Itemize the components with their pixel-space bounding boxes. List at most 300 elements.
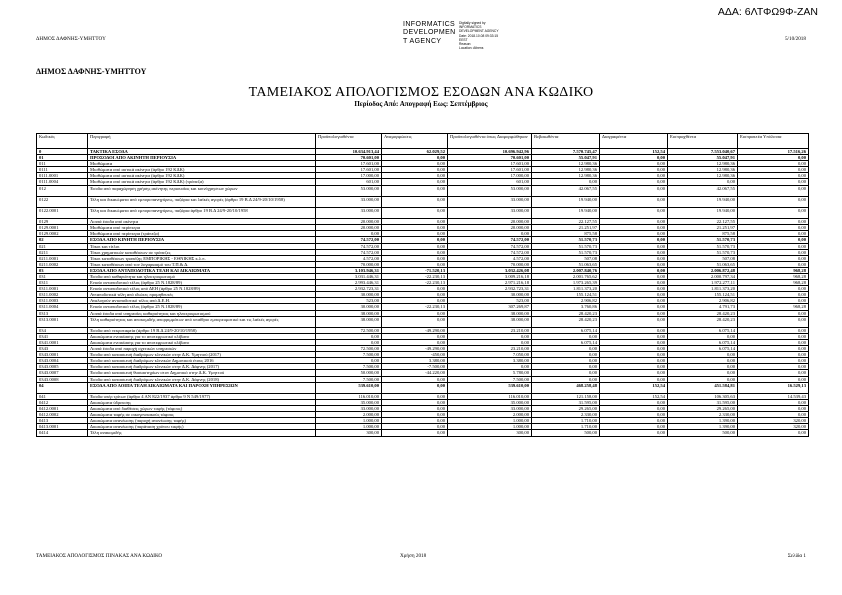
cell-budgeted: 2.000,00 [316, 412, 382, 418]
cell-description: Τέλη και δικαιώματα από εμποροπανηγύρεις, παζάρια και λαϊκές αγορές (άρθρο 19 Β.Δ 24/9-20/10/1958) [88, 196, 316, 207]
cell-certified: 0,00 [532, 179, 600, 185]
table-row [37, 196, 809, 207]
cell-budgeted: 2.993.446,31 [316, 280, 382, 286]
cell-adjusted-budget: 74.572,00 [448, 237, 532, 243]
cell-outstanding: 320,00 [738, 424, 809, 430]
cell-description: Έσοδα από κατασκευή διαδρόμων κλινικών Δημοτικού έτους 2016 [88, 358, 316, 364]
cell-code: 0111.0004 [37, 179, 88, 185]
cell-outstanding: 0,00 [738, 161, 809, 167]
cell-collected: 1.390,00 [668, 424, 738, 430]
cell-adjusted-budget: 33.000,00 [448, 196, 532, 207]
cell-description: Τέλη ανακομιδής [88, 430, 316, 436]
cell-collected: 875,58 [668, 231, 738, 237]
cell-collected: 2.330,00 [668, 412, 738, 418]
cell-written-off: 0,00 [600, 286, 668, 292]
cell-certified: 500,00 [532, 430, 600, 436]
cell-written-off: 0,00 [600, 237, 668, 243]
cell-collected: 507,08 [668, 255, 738, 261]
cell-description: Ενιαίο ανταποδοτικό τέλος (άρθρο 25 Ν.1828/89) [88, 304, 316, 310]
column-header: Διαγραφέντα [600, 134, 668, 149]
cell-certified: 28.420,23 [532, 310, 600, 316]
cell-written-off: 0,00 [600, 196, 668, 207]
cell-adjusted-budget: 7.500,00 [448, 376, 532, 382]
cell-adjustments: 0,00 [382, 249, 448, 255]
cell-certified: 12.980,36 [532, 167, 600, 173]
cell-budgeted: 3.103.946,31 [316, 267, 382, 273]
cell-outstanding: 0,00 [738, 225, 809, 231]
cell-certified: 875,58 [532, 231, 600, 237]
cell-adjustments: -22.230,13 [382, 304, 448, 310]
table-row [37, 382, 809, 393]
column-header: Αναμορφώσεις [382, 134, 448, 149]
cell-adjustments: 0,00 [382, 179, 448, 185]
cell-description: Δικαιώματα ανανέωσης (παράταση χρόνου ταφής) [88, 424, 316, 430]
cell-outstanding: 0,00 [738, 292, 809, 298]
cell-certified: 0,00 [532, 376, 600, 382]
cell-adjustments: 0,00 [382, 424, 448, 430]
cell-description: Τόκοι καταθέσεων από τον λογαριασμό του Τ.Π.& Δ. [88, 261, 316, 267]
signature-detail: Location: Athens [459, 46, 484, 51]
cell-description: Δικαιώματα ενοικίασης για το αποτεφρωτικό κλίβανο [88, 340, 316, 346]
cell-certified: 0,00 [532, 364, 600, 370]
cell-budgeted: 4.572,00 [316, 255, 382, 261]
cell-adjusted-budget: 2.932.723,31 [448, 286, 532, 292]
cell-code: 0343.0001 [37, 352, 88, 358]
cell-written-off: 0,00 [600, 292, 668, 298]
cell-adjusted-budget: 53.000,00 [448, 185, 532, 196]
cell-outstanding: 0,00 [738, 346, 809, 352]
cell-certified: 2.001.765,62 [532, 273, 600, 279]
organization-name: ΔΗΜΟΣ ΔΑΦΝΗΣ-ΥΜΗΤΤΟΥ [36, 67, 147, 76]
cell-adjusted-budget: 38.000,00 [448, 310, 532, 316]
cell-adjustments: -44.220,00 [382, 370, 448, 376]
cell-adjusted-budget: 17.000,00 [448, 173, 532, 179]
cell-adjustments: 0,00 [382, 167, 448, 173]
cell-collected: 0,00 [668, 333, 738, 339]
cell-adjusted-budget: 0,00 [448, 333, 532, 339]
header-date: 5/10/2018 [784, 36, 806, 42]
cell-collected: 500,00 [668, 430, 738, 436]
cell-certified: 55.047,91 [532, 155, 600, 161]
cell-code: 03 [37, 267, 88, 273]
cell-description: Μισθώματα από αστικά ακίνητα (άρθρο 192 ΚΔΚ) [88, 167, 316, 173]
cell-collected: 12.980,36 [668, 167, 738, 173]
cell-budgeted: 7.500,00 [316, 352, 382, 358]
cell-outstanding: 0,00 [738, 286, 809, 292]
header-municipality: ΔΗΜΟΣ ΔΑΦΝΗΣ-ΥΜΗΤΤΟΥ [36, 36, 106, 42]
cell-adjusted-budget: 70.000,00 [448, 261, 532, 267]
cell-written-off: 0,00 [600, 280, 668, 286]
cell-budgeted: 74.572,00 [316, 249, 382, 255]
cell-certified: 2.906,82 [532, 298, 600, 304]
column-header: Βεβαιωθέντα [532, 134, 600, 149]
cell-budgeted: 0,00 [316, 333, 382, 339]
cell-adjustments: 0,00 [382, 255, 448, 261]
cell-certified: 12.980,36 [532, 161, 600, 167]
cell-written-off: 0,00 [600, 316, 668, 327]
column-header: Εισπρακτέα Υπόλοιπα [738, 134, 809, 149]
cell-description: Λοιπά έσοδα από υπηρεσίες καθαριότητας και ηλεκτροφωτισμού [88, 310, 316, 316]
cell-certified: 155.124,51 [532, 292, 600, 298]
cell-code: 02 [37, 237, 88, 243]
cell-collected: 6.075,14 [668, 327, 738, 333]
column-header: Περιγραφή [88, 134, 316, 149]
cell-budgeted: 74.572,00 [316, 237, 382, 243]
cell-code: 0414 [37, 430, 88, 436]
signature-detail: Reason: [459, 42, 472, 47]
cell-certified: 19.940,00 [532, 196, 600, 207]
cell-adjusted-budget: 30.000,00 [448, 292, 532, 298]
cell-certified: 2.330,00 [532, 412, 600, 418]
cell-code: 0122.0001 [37, 207, 88, 218]
cell-adjustments: 0,00 [382, 225, 448, 231]
cell-outstanding: 0,00 [738, 167, 809, 173]
cell-written-off: 0,00 [600, 161, 668, 167]
cell-adjustments: -49.290,00 [382, 327, 448, 333]
cell-adjusted-budget: 1.000,00 [448, 424, 532, 430]
cell-description: Δικαιώματα ανανέωσης (παροχή ανανέωσης ταφής) [88, 418, 316, 424]
cell-collected: 451.584,81 [668, 382, 738, 393]
cell-adjusted-budget: 0,00 [448, 231, 532, 237]
cell-adjustments: 0,00 [382, 376, 448, 382]
cell-written-off: 0,00 [600, 352, 668, 358]
cell-certified: 28.420,23 [532, 316, 600, 327]
cell-outstanding: 0,00 [738, 358, 809, 364]
column-header: Προϋπολογισθέντα [316, 134, 382, 149]
cell-written-off: 0,00 [600, 273, 668, 279]
cell-written-off: 0,00 [600, 179, 668, 185]
report-period: Περίοδος Από: Απογραφή Εως: Σεπτέμβριος [354, 100, 488, 108]
cell-adjustments: 0,00 [382, 406, 448, 412]
cell-adjustments: 0,00 [382, 161, 448, 167]
signature-detail: Date: 2018.10.08 09:33:15 [459, 33, 499, 38]
cell-outstanding: 0,00 [738, 219, 809, 225]
cell-outstanding: 0,00 [738, 310, 809, 316]
signature-line: T AGENCY [403, 37, 442, 45]
cell-budgeted: 17.000,00 [316, 173, 382, 179]
cell-code: 0311.0003 [37, 298, 88, 304]
cell-description: Μισθώματα από αστικά ακίνητα (άρθρο 192 ΚΔΚ) [88, 173, 316, 179]
signature-detail: EEST [459, 37, 468, 42]
cell-code: 04 [37, 382, 88, 393]
cell-certified: 6.075,14 [532, 327, 600, 333]
cell-description: Τόκοι και τίτλοι [88, 243, 316, 249]
cell-code: 021 [37, 243, 88, 249]
cell-adjusted-budget: 20.000,00 [448, 219, 532, 225]
cell-code: 0341.0001 [37, 340, 88, 346]
cell-certified: 0,00 [532, 358, 600, 364]
cell-written-off: 0,00 [600, 298, 668, 304]
cell-written-off: 0,00 [600, 243, 668, 249]
cell-written-off: 152,54 [600, 149, 668, 155]
cell-collected: 0,00 [668, 352, 738, 358]
cell-written-off: 0,00 [600, 310, 668, 316]
cell-adjustments: -22.230,13 [382, 273, 448, 279]
cell-adjustments: 62.029,52 [382, 149, 448, 155]
cell-adjustments: 0,00 [382, 333, 448, 339]
cell-adjustments: -71.520,13 [382, 267, 448, 273]
cell-adjustments: 0,00 [382, 382, 448, 393]
cell-collected: 1.811.373,20 [668, 286, 738, 292]
cell-adjusted-budget: 74.572,00 [448, 249, 532, 255]
cell-collected: 0,00 [668, 376, 738, 382]
cell-budgeted: 33.000,00 [316, 406, 382, 412]
cell-description: ΠΡΟΣΟΔΟΙ ΑΠΟ ΑΚΙΝΗΤΗ ΠΕΡΙΟΥΣΙΑ [88, 155, 316, 161]
cell-outstanding: 17.516,26 [738, 149, 809, 155]
cell-code: 0111.0001 [37, 173, 88, 179]
cell-code: 0343.0007 [37, 370, 88, 376]
cell-outstanding: 0,00 [738, 207, 809, 218]
cell-description: Έσοδα από παραχώρηση χρήσης ακίνητης περιουσίας και κοινόχρηστων χώρων [88, 185, 316, 196]
cell-written-off: 0,00 [600, 327, 668, 333]
cell-adjusted-budget: 2.971.216,18 [448, 280, 532, 286]
cell-description: Τόκοι καταθέσεων τραπέζης ΕΜΠΟΡΙΚΗΣ - ΕΘΝΙΚΗΣ κ.λ.π. [88, 255, 316, 261]
cell-collected: 106.305,63 [668, 393, 738, 399]
cell-collected: 2.006.872,48 [668, 267, 738, 273]
cell-code: 011 [37, 161, 88, 167]
cell-adjustments: 3.380,00 [382, 358, 448, 364]
signature-agency-name [403, 21, 456, 46]
cell-certified: 507,08 [532, 255, 600, 261]
cell-adjustments: 0,00 [382, 316, 448, 327]
cell-code: 0129 [37, 219, 88, 225]
cell-certified: 21.251,97 [532, 225, 600, 231]
cell-certified: 0,00 [532, 370, 600, 376]
cell-code: 0129.0001 [37, 225, 88, 231]
cell-collected: 51.063,65 [668, 261, 738, 267]
cell-code: 0343.0004 [37, 358, 88, 364]
cell-certified: 51.570,73 [532, 243, 600, 249]
cell-code: 0413.0001 [37, 424, 88, 430]
cell-collected: 12.980,36 [668, 173, 738, 179]
revenue-table [36, 133, 809, 437]
cell-written-off: 152,54 [600, 382, 668, 393]
cell-certified: 29.265,00 [532, 406, 600, 412]
cell-description: Μισθώματα από αστικά ακίνητα (άρθρο 192 ΚΔΚ) (τράπεζα) [88, 179, 316, 185]
cell-description: Τέλη και δικαιώματα από εμποροπανηγύρεις, παζάρια άρθρο 19 Β.Δ 24/9-20/10/1958 [88, 207, 316, 218]
cell-outstanding: 0,00 [738, 430, 809, 436]
cell-collected: 6.075,14 [668, 346, 738, 352]
cell-budgeted: 70.601,00 [316, 155, 382, 161]
cell-code: 0412.0001 [37, 406, 88, 412]
cell-code: 0211 [37, 249, 88, 255]
cell-budgeted: 30.000,00 [316, 304, 382, 310]
cell-written-off: 0,00 [600, 249, 668, 255]
cell-certified: 1.811.373,20 [532, 286, 600, 292]
cell-written-off: 0,00 [600, 167, 668, 173]
cell-adjusted-budget: 23.210,00 [448, 327, 532, 333]
cell-description: Έσοδα από κατασκευή διαδρόμων κλινικών στην Δ.Κ. Δάφνης (2017) [88, 364, 316, 370]
cell-adjustments: 0,00 [382, 219, 448, 225]
cell-budgeted: 3.031.446,31 [316, 273, 382, 279]
cell-collected: 0,00 [668, 364, 738, 370]
cell-written-off: 0,00 [600, 364, 668, 370]
footer-fiscal-year: Χρήση 2018 [400, 553, 427, 559]
cell-written-off: 0,00 [600, 219, 668, 225]
column-header: Εισπραχθέντα [668, 134, 738, 149]
cell-outstanding: 968,28 [738, 304, 809, 310]
cell-collected: 21.251,97 [668, 225, 738, 231]
cell-certified: 7.570.745,47 [532, 149, 600, 155]
cell-written-off: 152,54 [600, 393, 668, 399]
cell-adjustments: 0,00 [382, 261, 448, 267]
cell-code: 0343.0005 [37, 364, 88, 370]
cell-adjustments: 0,00 [382, 393, 448, 399]
cell-adjusted-budget: 35.000,00 [448, 399, 532, 405]
cell-certified: 51.570,73 [532, 249, 600, 255]
cell-budgeted: 20.000,00 [316, 219, 382, 225]
cell-budgeted: 33.000,00 [316, 196, 382, 207]
cell-budgeted: 523,00 [316, 298, 382, 304]
cell-certified: 0,00 [532, 346, 600, 352]
cell-budgeted: 116.010,00 [316, 393, 382, 399]
table-header-row [37, 134, 809, 149]
cell-adjustments: 0,00 [382, 173, 448, 179]
cell-collected: 6.075,14 [668, 340, 738, 346]
cell-budgeted: 601,00 [316, 179, 382, 185]
cell-description: Δικαιώματα ταφής σε οικογενειακούς τάφους [88, 412, 316, 418]
cell-description: Έσοδα από κατασκευή διαδρόμων κλινικών στην Δ.Κ. Δάφνης (2018) [88, 376, 316, 382]
cell-budgeted: 1.000,00 [316, 424, 382, 430]
report-title: ΤΑΜΕΙΑΚΟΣ ΑΠΟΛΟΓΙΣΜΟΣ ΕΣΟΔΩΝ ΑΝΑ ΚΩΔΙΚΟ [248, 85, 594, 100]
cell-outstanding: 0,00 [738, 327, 809, 333]
signature-detail: DEVELOPMENT AGENCY [459, 29, 499, 34]
cell-description: Έσοδα από κατασκευή θυσιαστηρίων στον Δημοτικό στην Δ.Κ. Υμηττού [88, 370, 316, 376]
cell-outstanding: 14.539,43 [738, 393, 809, 399]
cell-adjusted-budget: 2.000,00 [448, 412, 532, 418]
cell-adjusted-budget: 7.050,00 [448, 352, 532, 358]
cell-collected: 51.570,73 [668, 237, 738, 243]
cell-budgeted: 10.634.913,44 [316, 149, 382, 155]
cell-adjusted-budget: 3.032.426,08 [448, 267, 532, 273]
cell-code: 0311.0004 [37, 304, 88, 310]
cell-budgeted: 300,00 [316, 430, 382, 436]
cell-budgeted: 0,00 [316, 340, 382, 346]
cell-code: 031 [37, 273, 88, 279]
cell-adjusted-budget: 20.000,00 [448, 225, 532, 231]
signature-line: DEVELOPMEN [403, 29, 456, 37]
cell-code: 0343 [37, 346, 88, 352]
cell-description: Λοιπά έσοδα από παροχή σχετικών υπηρεσιών [88, 346, 316, 352]
cell-adjusted-budget: 33.000,00 [448, 406, 532, 412]
cell-outstanding: 320,00 [738, 418, 809, 424]
cell-code: 0412.0002 [37, 412, 88, 418]
cell-written-off: 0,00 [600, 346, 668, 352]
cell-code: 0313 [37, 310, 88, 316]
cell-collected: 51.570,73 [668, 249, 738, 255]
cell-written-off: 0,00 [600, 304, 668, 310]
cell-budgeted: 0,00 [316, 358, 382, 364]
cell-certified: 12.980,36 [532, 173, 600, 179]
cell-outstanding: 0,00 [738, 255, 809, 261]
cell-budgeted: 74.572,00 [316, 243, 382, 249]
cell-adjustments: -7.500,00 [382, 364, 448, 370]
cell-outstanding: 968,28 [738, 267, 809, 273]
cell-outstanding: 0,00 [738, 261, 809, 267]
cell-collected: 7.553.040,67 [668, 149, 738, 155]
cell-budgeted: 7.500,00 [316, 376, 382, 382]
cell-written-off: 0,00 [600, 412, 668, 418]
cell-adjustments: 0,00 [382, 298, 448, 304]
cell-adjustments: -450,00 [382, 352, 448, 358]
cell-adjusted-budget: 17.601,00 [448, 167, 532, 173]
cell-budgeted: 2.932.723,31 [316, 286, 382, 292]
cell-adjustments: 0,00 [382, 185, 448, 196]
cell-collected: 28.420,23 [668, 310, 738, 316]
cell-code: 0313.0001 [37, 316, 88, 327]
cell-collected: 2.000.797,34 [668, 273, 738, 279]
cell-outstanding: 0,00 [738, 196, 809, 207]
cell-outstanding: 0,00 [738, 406, 809, 412]
cell-outstanding: 0,00 [738, 155, 809, 161]
cell-collected: 2.906,82 [668, 298, 738, 304]
ada-number: ΑΔΑ: 6ΛΤΦΩ9Φ-ΖΑΝ [717, 6, 818, 18]
cell-code: 0211.0001 [37, 255, 88, 261]
cell-adjustments: 0,00 [382, 207, 448, 218]
cell-code: 0111 [37, 167, 88, 173]
cell-code: 01 [37, 155, 88, 161]
cell-code: 0343.0008 [37, 376, 88, 382]
cell-adjusted-budget: 0,00 [448, 340, 532, 346]
signature-line: INFORMATICS [403, 21, 456, 28]
cell-written-off: 0,00 [600, 225, 668, 231]
cell-description: ΕΣΟΔΑ ΑΠΟ ΚΙΝΗΤΗ ΠΕΡΙΟΥΣΙΑ [88, 237, 316, 243]
cell-budgeted: 539.610,00 [316, 382, 382, 393]
cell-written-off: 0,00 [600, 418, 668, 424]
cell-code: 012 [37, 185, 88, 196]
cell-description: Ενιαίο ανταποδοτικό τέλος από ΔΕΗ (άρθρο 25 Ν.1828/89) [88, 286, 316, 292]
cell-certified: 19.940,00 [532, 207, 600, 218]
cell-written-off: 0,00 [600, 255, 668, 261]
cell-budgeted: 0,00 [316, 231, 382, 237]
cell-collected: 0,00 [668, 179, 738, 185]
cell-description: ΕΣΟΔΑ ΑΠΟ ΛΟΙΠΑ ΤΕΛΗ ΔΙΚΑΙΩΜΑΤΑ ΚΑΙ ΠΑΡΟΧΗ ΥΠΗΡΕΣΙΩΝ [88, 382, 316, 393]
cell-adjustments: -22.230,13 [382, 280, 448, 286]
cell-code: 0311 [37, 280, 88, 286]
cell-collected: 19.940,00 [668, 207, 738, 218]
cell-certified: 31.595,00 [532, 399, 600, 405]
cell-written-off: 0,00 [600, 340, 668, 346]
cell-adjustments: 0,00 [382, 310, 448, 316]
cell-description: Λοιπά έσοδα από ακίνητα [88, 219, 316, 225]
cell-adjusted-budget: 116.010,00 [448, 393, 532, 399]
table-row [37, 316, 809, 327]
cell-code: 0413 [37, 418, 88, 424]
cell-description: Έσοδα από νεκροταφεία (άρθρο 19 Β.Δ 24/9-20/10/1958) [88, 327, 316, 333]
cell-description: Μισθώματα από περίπτερα (τράπεζα) [88, 231, 316, 237]
cell-description: Τόκοι χρηματικών καταθέσεων σε τράπεζες [88, 249, 316, 255]
cell-budgeted: 72.500,00 [316, 327, 382, 333]
cell-certified: 0,00 [532, 333, 600, 339]
cell-collected: 19.940,00 [668, 196, 738, 207]
cell-written-off: 0,00 [600, 231, 668, 237]
cell-outstanding: 0,00 [738, 352, 809, 358]
cell-collected: 31.595,00 [668, 399, 738, 405]
cell-certified: 0,00 [532, 352, 600, 358]
cell-description: Αναλογούν ανταποδοτικό τέλος από Δ.Ε.Η. [88, 298, 316, 304]
signature-details [459, 21, 499, 50]
cell-written-off: 0,00 [600, 185, 668, 196]
cell-collected: 4.791,73 [668, 304, 738, 310]
cell-adjustments: 0,00 [382, 399, 448, 405]
cell-code: 0129.0002 [37, 231, 88, 237]
cell-description: Μισθώματα από περίπτερα [88, 225, 316, 231]
cell-budgeted: 17.601,00 [316, 167, 382, 173]
cell-adjustments: -49.290,00 [382, 346, 448, 352]
cell-adjusted-budget: 523,00 [448, 298, 532, 304]
cell-outstanding: 0,00 [738, 333, 809, 339]
cell-budgeted: 72.500,00 [316, 346, 382, 352]
